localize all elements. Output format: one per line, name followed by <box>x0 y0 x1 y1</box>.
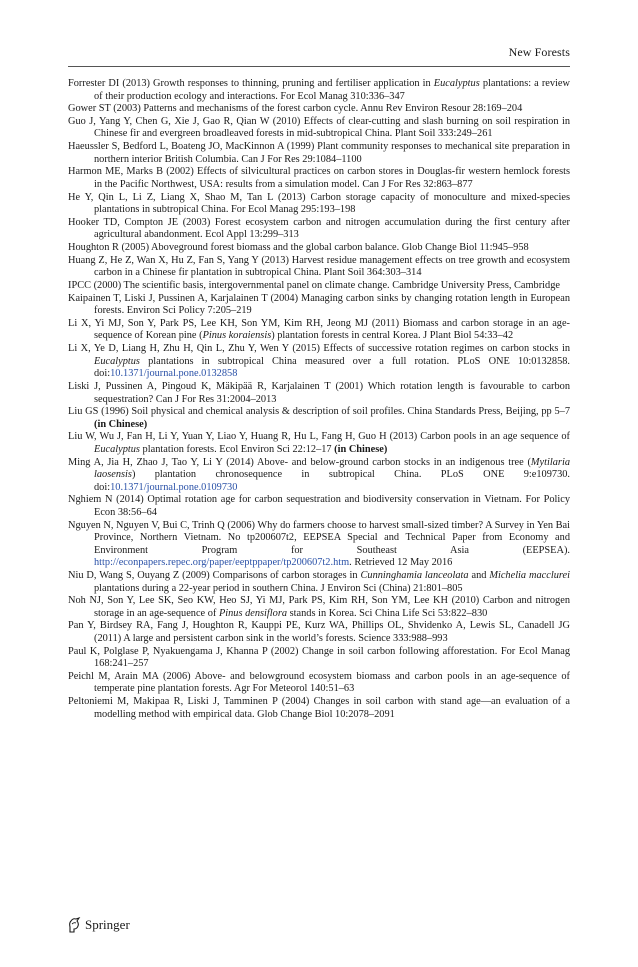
reference-ming <box>68 457 570 495</box>
reference-pan <box>68 620 570 645</box>
italic-text: Pinus densiflora <box>218 607 288 619</box>
reference-link[interactable]: 10.1371/journal.pone.0132858 <box>110 368 238 380</box>
publisher-footer <box>67 917 130 933</box>
reference-liski <box>68 381 570 406</box>
italic-text: Mytilaria laosensis <box>94 456 570 481</box>
reference-text: Haeussler S, Bedford L, Boateng JO, MacKinnon A (1999) Plant community responses to mechanical site preparation in northern interior British Columbia. Can J For Res 29:1084–1100 <box>68 141 570 165</box>
reference-text: Guo J, Yang Y, Chen G, Xie J, Gao R, Qian W (2010) Effects of clear-cutting and slash burning on soil respiration in Chinese fir and evergreen broadleaved forests in mid-subtropical China. Plant Soil 333:249–261 <box>68 115 570 140</box>
running-header-journal: New Forests <box>508 45 570 59</box>
reference-text: and <box>468 570 490 581</box>
reference-link[interactable]: http://econpapers.repec.org/paper/eeptppaper/tp200607t2.htm <box>94 557 350 569</box>
reference-text: Huang Z, He Z, Wan X, Hu Z, Fan S, Yang Y (2013) Harvest residue management effects on tree growth and ecosystem carbon in a Chinese fir plantation in subtropical China. Plant Soil 364:303–314 <box>68 254 570 279</box>
italic-text: Eucalyptus <box>94 443 140 455</box>
bold-note: (in Chinese) <box>334 443 388 455</box>
reference-text: Liu GS (1996) Soil physical and chemical analysis & description of soil profiles. China Standards Press, Beijing, pp 5–7 <box>68 406 570 418</box>
reference-text: Nguyen N, Nguyen V, Bui C, Trinh Q (2006) Why do farmers choose to harvest small-sized timber? A Survey in Yen Bai Province, Northern Vietnam. No tp200607t2, EEPSEA Special and Technical Paper from Economy and Environment Program for Southeast Asia (EEPSEA). <box>68 519 570 556</box>
reference-peichl <box>68 671 570 696</box>
reference-paul <box>68 646 570 671</box>
reference-text: plantation forests. Ecol Environ Sci 22:12–17 <box>139 443 335 455</box>
reference-text: Harmon ME, Marks B (2002) Effects of silvicultural practices on carbon stores in Douglas-fir western hemlock forests in the Pacific Northwest, USA: results from a simulation model. Can J For Res 32:863–877 <box>68 166 570 190</box>
reference-liu1996 <box>68 406 570 431</box>
reference-text: Forrester DI (2013) Growth responses to thinning, pruning and fertiliser application in <box>68 78 434 89</box>
reference-text: ) plantation forests in central Korea. J Plant Biol 54:33–42 <box>271 330 514 342</box>
bold-note: (in Chinese) <box>94 418 148 430</box>
reference-link[interactable]: 10.1371/journal.pone.0109730 <box>110 481 238 493</box>
reference-text: Li X, Yi MJ, Son Y, Park PS, Lee KH, Son YM, Kim RH, Jeong MJ (2011) Biomass and carbon storage in an age-sequence of Korean pine ( <box>68 317 570 342</box>
reference-he <box>68 192 570 217</box>
italic-text: Eucalyptus <box>433 78 480 89</box>
reference-text: plantations during a 22-year period in southern China. J Environ Sci (China) 21:801–805 <box>94 582 463 594</box>
reference-niu <box>68 570 570 595</box>
reference-text: plantations: a review of their production ecology and interactions. For Ecol Manag 310:336–347 <box>94 78 570 102</box>
reference-text: IPCC (2000) The scientific basis, intergovernmental panel on climate change. Cambridge University Press, Cambridge <box>68 280 560 292</box>
italic-text: Michelia macclurei <box>489 570 570 581</box>
reference-text: ) plantation chronosequence in subtropical China. PLoS ONE 9:e109730. doi: <box>94 469 570 493</box>
reference-text: Paul K, Polglase P, Nyakuengama J, Khanna P (2002) Change in soil carbon following afforestation. For Ecol Manag 168:241–257 <box>68 645 570 670</box>
italic-text: Pinus koraiensis <box>202 330 272 342</box>
reference-text: Liski J, Pussinen A, Pingoud K, Mäkipää R, Karjalainen T (2001) Which rotation length is favourable to carbon sequestration? Can J For Res 31:2004–2013 <box>68 380 570 405</box>
reference-text: Noh NJ, Son Y, Lee SK, Seo KW, Heo SJ, Yi MJ, Park PS, Kim RH, Son YM, Lee KH (2010) Carbon and nitrogen storage in an age-sequence of <box>68 595 570 619</box>
reference-text: Li X, Ye D, Liang H, Zhu H, Qin L, Zhu Y, Wen Y (2015) Effects of successive rotation regimes on carbon stocks in <box>68 343 570 355</box>
italic-text: Cunninghamia lanceolata <box>360 570 469 581</box>
reference-text: Peichl M, Arain MA (2006) Above- and belowground ecosystem biomass and carbon pools in an age-sequence of temperate pine plantation forests. Agr For Meteorol 140:51–63 <box>68 670 570 695</box>
reference-forrester <box>68 78 570 103</box>
springer-horse-icon <box>67 917 81 933</box>
reference-text: Pan Y, Birdsey RA, Fang J, Houghton R, Kauppi PE, Kurz WA, Phillips OL, Shvidenko A, Lewis SL, Canadell JG (2011) A large and persistent carbon sink in the world’s forests. Science 333:988–993 <box>68 620 570 645</box>
reference-text: Gower ST (2003) Patterns and mechanisms of the forest carbon cycle. Annu Rev Environ Resour 28:169–204 <box>68 103 523 115</box>
reference-houghton <box>68 242 570 255</box>
reference-peltoniemi <box>68 696 570 721</box>
reference-kaipainen <box>68 293 570 318</box>
reference-text: Peltoniemi M, Makipaa R, Liski J, Tamminen P (2004) Changes in soil carbon with stand age—an evaluation of a modelling method with empirical data. Glob Change Biol 10:2078–2091 <box>68 696 570 720</box>
reference-text: Ming A, Jia H, Zhao J, Tao Y, Li Y (2014) Above- and below-ground carbon stocks in an indigenous tree ( <box>68 456 531 468</box>
publisher-name: Springer <box>85 917 130 932</box>
reference-text: Nghiem N (2014) Optimal rotation age for carbon sequestration and biodiversity conservation in Vietnam. For Policy Econ 38:56–64 <box>68 494 570 518</box>
reference-text: Kaipainen T, Liski J, Pussinen A, Karjalainen T (2004) Managing carbon sinks by changing rotation length in European forests. Environ Sci Policy 7:205–219 <box>68 292 570 317</box>
reference-text: plantations in subtropical China measured over a full rotation. PLoS ONE 10:0132858. doi: <box>94 355 570 380</box>
reference-nghiem <box>68 494 570 519</box>
reference-li2011 <box>68 318 570 343</box>
reference-li2015 <box>68 343 570 381</box>
reference-text: Hooker TD, Compton JE (2003) Forest ecosystem carbon and nitrogen accumulation during the first century after agricultural abandonment. Ecol Appl 13:299–313 <box>68 216 570 241</box>
reference-ipcc <box>68 280 570 293</box>
reference-text: stands in Korea. Sci China Life Sci 53:822–830 <box>287 607 488 619</box>
reference-text: Houghton R (2005) Aboveground forest biomass and the global carbon balance. Glob Change Biol 11:945–958 <box>68 242 529 254</box>
reference-text: He Y, Qin L, Li Z, Liang X, Shao M, Tan L (2013) Carbon storage capacity of monoculture and mixed-species plantations in subtropical China. For Ecol Manag 295:193–198 <box>68 191 570 216</box>
reference-huang <box>68 255 570 280</box>
reference-noh <box>68 595 570 620</box>
header-divider <box>68 66 570 67</box>
reference-text: Niu D, Wang S, Ouyang Z (2009) Comparisons of carbon storages in <box>68 570 361 581</box>
reference-guo <box>68 116 570 141</box>
reference-text: . Retrieved 12 May 2016 <box>349 557 453 569</box>
reference-hooker <box>68 217 570 242</box>
reference-haeussler <box>68 141 570 166</box>
italic-text: Eucalyptus <box>94 355 140 367</box>
reference-liu2013 <box>68 431 570 456</box>
reference-list <box>68 78 570 721</box>
reference-gower <box>68 103 570 116</box>
reference-text: Liu W, Wu J, Fan H, Li Y, Yuan Y, Liao Y, Huang R, Hu L, Fang H, Guo H (2013) Carbon pools in an age sequence of <box>68 431 570 443</box>
reference-harmon <box>68 166 570 191</box>
reference-nguyen <box>68 520 570 570</box>
